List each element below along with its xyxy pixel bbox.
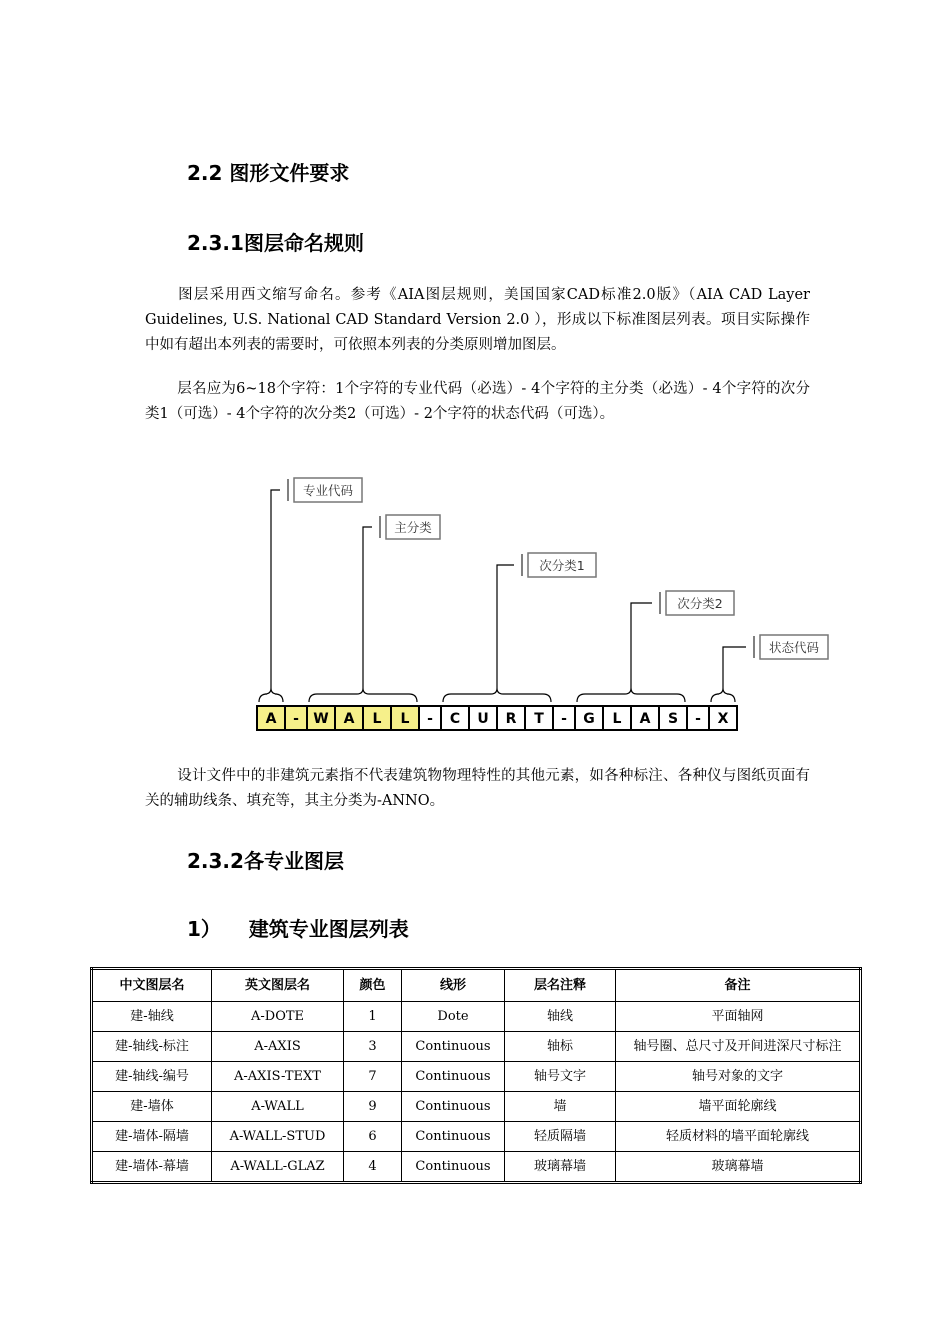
table-cell: Continuous <box>402 1122 505 1152</box>
table-row <box>92 1002 861 1032</box>
paragraph-anno <box>145 764 810 814</box>
paragraph-text: 图层采用西文缩写命名。参考《AIA图层规则，美国国家CAD标准2.0版》（AIA CAD Layer Guidelines, U.S. National CAD Standard Version 2.0 ），形成以下标准图层列表。项目实际操作中如有超出本列表的需要时，可依照本列表的分类原则增加图层。 <box>145 287 810 353</box>
table-cell: 墙 <box>505 1092 616 1122</box>
table-cell: 轴号圈、总尺寸及开间进深尺寸标注 <box>616 1032 861 1062</box>
table-row <box>92 1032 861 1062</box>
paragraph-naming-reference <box>145 283 810 358</box>
diagram-cell-char: - <box>427 711 433 727</box>
table-cell: 建-轴线-标注 <box>92 1032 212 1062</box>
diagram-leader-line <box>497 565 514 688</box>
diagram-label-text: 主分类 <box>394 520 432 535</box>
diagram-brace <box>443 688 551 702</box>
table-header-row <box>92 969 861 1002</box>
table-cell: 轴号文字 <box>505 1062 616 1092</box>
table-row <box>92 1062 861 1092</box>
diagram-leader-line <box>363 527 372 688</box>
table-cell: A-AXIS <box>212 1032 344 1062</box>
paragraph-name-length <box>145 377 810 427</box>
column-header: 英文图层名 <box>212 969 344 1002</box>
section-heading-2-3-1: 2.3.1图层命名规则 <box>187 231 364 255</box>
table-cell: 墙平面轮廓线 <box>616 1092 861 1122</box>
diagram-leader-line <box>271 490 280 688</box>
diagram-cell-char: - <box>695 711 701 727</box>
diagram-leader-line <box>723 647 746 688</box>
table-row <box>92 1122 861 1152</box>
table-cell: 6 <box>344 1122 402 1152</box>
diagram-cell-char: L <box>372 711 382 727</box>
diagram-cell-char: S <box>667 711 679 727</box>
diagram-brace <box>259 688 283 702</box>
table-cell: 建-轴线 <box>92 1002 212 1032</box>
table-cell: 建-墙体 <box>92 1092 212 1122</box>
diagram-cell-char: L <box>612 711 622 727</box>
table-cell: 平面轴网 <box>616 1002 861 1032</box>
diagram-cell-char: A <box>265 711 277 727</box>
table-cell: A-WALL-GLAZ <box>212 1152 344 1183</box>
table-row <box>92 1152 861 1183</box>
section-heading-2-2: 2.2 图形文件要求 <box>187 161 350 185</box>
diagram-cell-char: - <box>561 711 567 727</box>
table-cell: A-DOTE <box>212 1002 344 1032</box>
column-header: 备注 <box>616 969 861 1002</box>
diagram-cell-char: X <box>717 711 729 727</box>
diagram-cell-char: A <box>343 711 355 727</box>
column-header: 线形 <box>402 969 505 1002</box>
table-cell: 建-墙体-隔墙 <box>92 1122 212 1152</box>
column-header: 层名注释 <box>505 969 616 1002</box>
table-cell: 轴线 <box>505 1002 616 1032</box>
diagram-leader-line <box>631 603 652 688</box>
diagram-cell-char: A <box>639 711 651 727</box>
diagram-cell-char: R <box>505 711 517 727</box>
table-cell: A-WALL-STUD <box>212 1122 344 1152</box>
table-cell: A-AXIS-TEXT <box>212 1062 344 1092</box>
table-cell: Continuous <box>402 1032 505 1062</box>
table-cell: 轻质隔墙 <box>505 1122 616 1152</box>
table-cell: 9 <box>344 1092 402 1122</box>
table-cell: 4 <box>344 1152 402 1183</box>
diagram-cell-char: T <box>534 711 544 727</box>
list-heading-architecture-layers: 1） 建筑专业图层列表 <box>187 917 409 941</box>
diagram-cell-char: L <box>400 711 410 727</box>
table-cell: A-WALL <box>212 1092 344 1122</box>
diagram-brace <box>309 688 417 702</box>
table-cell: 轴标 <box>505 1032 616 1062</box>
diagram-cell-char: - <box>293 711 299 727</box>
diagram-cell-char: W <box>313 711 329 727</box>
table-cell: 1 <box>344 1002 402 1032</box>
column-header: 中文图层名 <box>92 969 212 1002</box>
table-cell: 轻质材料的墙平面轮廓线 <box>616 1122 861 1152</box>
table-cell: 3 <box>344 1032 402 1062</box>
diagram-label-text: 状态代码 <box>768 640 820 655</box>
table-cell: Continuous <box>402 1152 505 1183</box>
table-cell: 玻璃幕墙 <box>616 1152 861 1183</box>
diagram-cell-char: G <box>583 711 595 727</box>
diagram-label-text: 次分类1 <box>539 558 585 573</box>
table-cell: Continuous <box>402 1062 505 1092</box>
table-cell: 建-轴线-编号 <box>92 1062 212 1092</box>
diagram-cell-char: U <box>477 711 489 727</box>
table-cell: 建-墙体-幕墙 <box>92 1152 212 1183</box>
table-cell: 玻璃幕墙 <box>505 1152 616 1183</box>
diagram-brace <box>711 688 735 702</box>
diagram-label-text: 次分类2 <box>677 596 723 611</box>
paragraph-text: 设计文件中的非建筑元素指不代表建筑物物理特性的其他元素，如各种标注、各种仪与图纸页面有关的辅助线条、填充等，其主分类为-ANNO。 <box>145 768 810 809</box>
layer-name-diagram <box>250 470 840 740</box>
architecture-layer-table <box>90 967 862 1184</box>
table-cell: Dote <box>402 1002 505 1032</box>
diagram-brace <box>577 688 685 702</box>
table-cell: 7 <box>344 1062 402 1092</box>
column-header: 颜色 <box>344 969 402 1002</box>
diagram-label-text: 专业代码 <box>302 483 354 498</box>
paragraph-text: 层名应为6~18个字符：1个字符的专业代码（必选）- 4个字符的主分类（必选）- 4个字符的次分类1（可选）- 4个字符的次分类2（可选）- 2个字符的状态代码（可选）。 <box>145 381 810 422</box>
table-cell: Continuous <box>402 1092 505 1122</box>
section-heading-2-3-2: 2.3.2各专业图层 <box>187 849 344 873</box>
diagram-cell-char: C <box>449 711 461 727</box>
table-row <box>92 1092 861 1122</box>
table-cell: 轴号对象的文字 <box>616 1062 861 1092</box>
